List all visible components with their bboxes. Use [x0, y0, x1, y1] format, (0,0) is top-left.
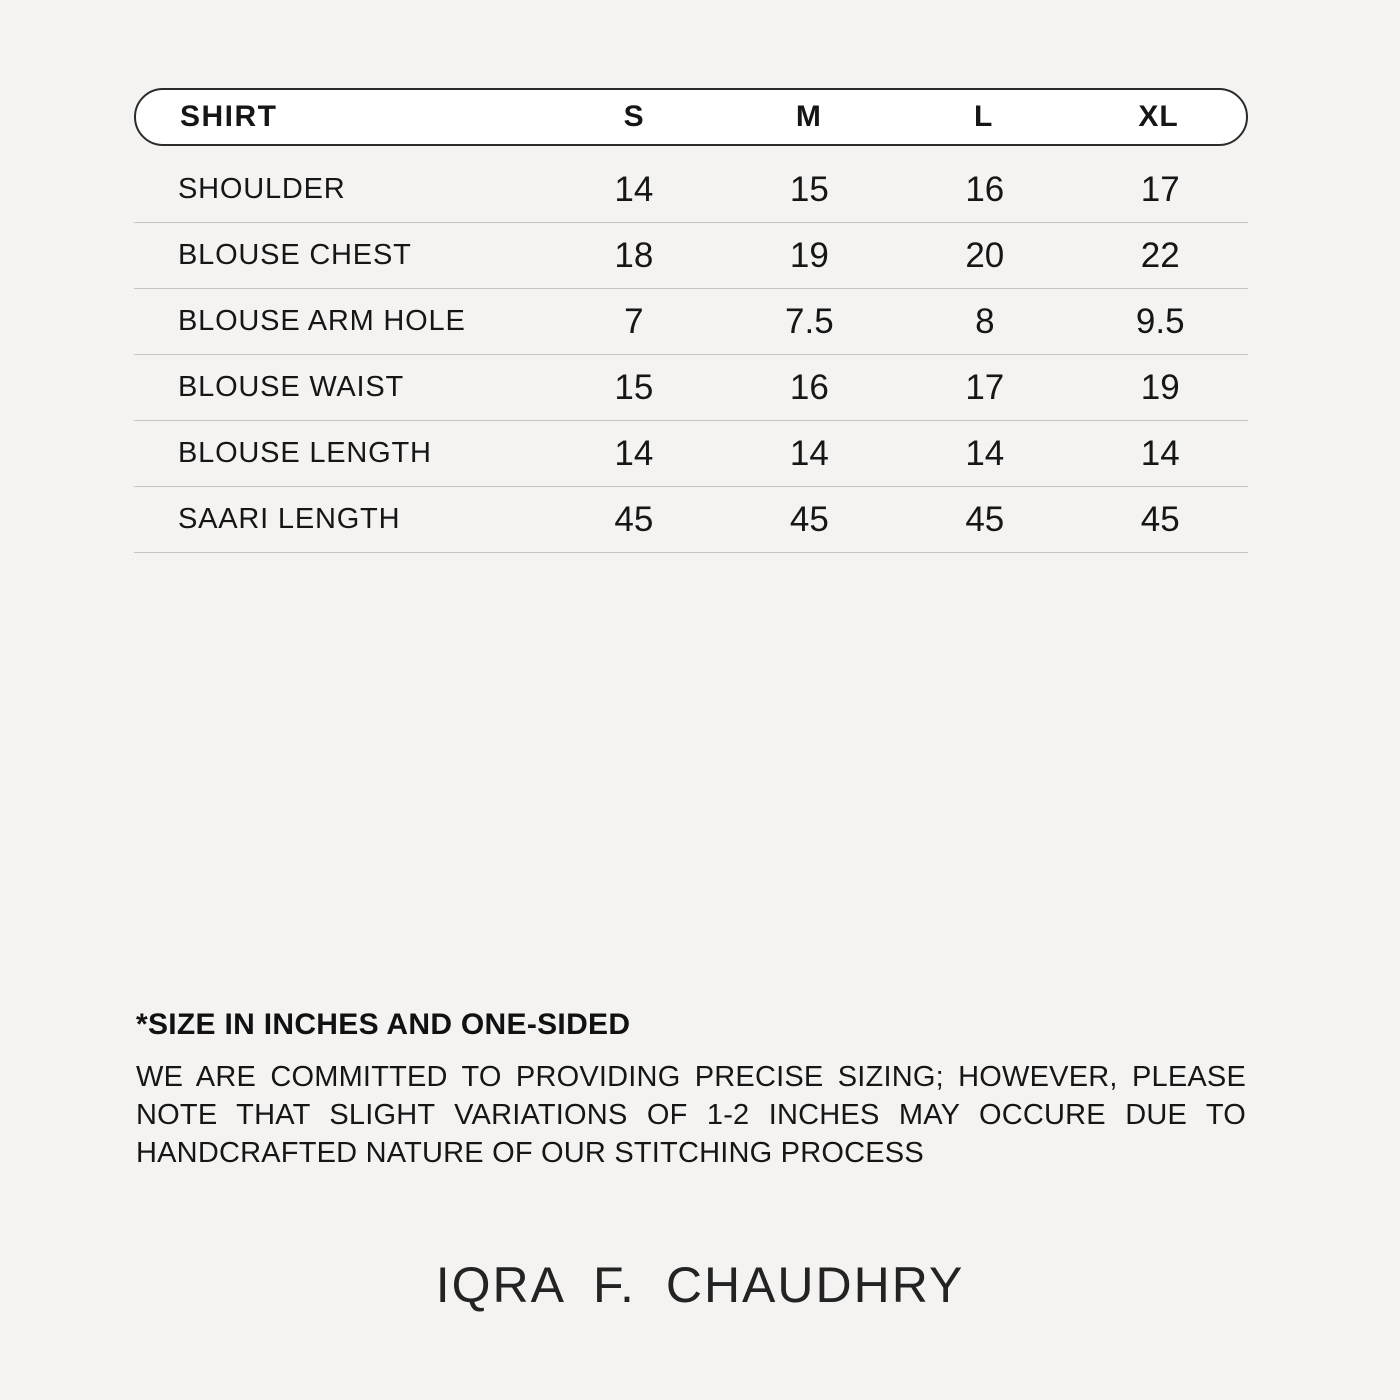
brand-logo: IQRA F. CHAUDHRY: [435, 1257, 965, 1313]
row-label: BLOUSE WAIST: [178, 371, 405, 403]
cell-value: 22: [1140, 235, 1180, 275]
sizing-notes: [136, 1008, 1246, 1172]
row-label: BLOUSE LENGTH: [178, 437, 432, 469]
table-row-blouse-length: [134, 421, 1248, 487]
cell-value: 16: [965, 169, 1005, 209]
notes-body: WE ARE COMMITTED TO PROVIDING PRECISE SIZING; HOWEVER, PLEASE NOTE THAT SLIGHT VARIATIONS OF 1-2 INCHES MAY OCCURE DUE TO HANDCRAFTED NATURE OF OUR STITCHING PROCESS: [136, 1061, 1246, 1169]
cell-value: 19: [789, 235, 829, 275]
cell-value: 15: [789, 169, 829, 209]
row-label: SHOULDER: [178, 173, 346, 205]
table-row-shoulder: [134, 157, 1248, 223]
size-chart-rows: [134, 157, 1248, 553]
cell-value: 16: [789, 367, 829, 407]
row-label: BLOUSE CHEST: [178, 239, 412, 271]
cell-value: 14: [614, 433, 654, 473]
cell-value: 45: [965, 499, 1005, 539]
cell-value: 45: [614, 499, 654, 539]
cell-value: 14: [789, 433, 829, 473]
cell-value: 19: [1140, 367, 1180, 407]
header-shirt-label: SHIRT: [180, 100, 278, 133]
table-row-saari-length: [134, 487, 1248, 553]
cell-value: 45: [1140, 499, 1180, 539]
cell-value: 7.5: [785, 301, 834, 341]
cell-value: 15: [614, 367, 654, 407]
cell-value: 14: [965, 433, 1005, 473]
table-row-blouse-arm-hole: [134, 289, 1248, 355]
cell-value: 14: [1140, 433, 1180, 473]
table-row-blouse-chest: [134, 223, 1248, 289]
cell-value: 14: [614, 169, 654, 209]
cell-value: 45: [789, 499, 829, 539]
cell-value: 8: [975, 301, 995, 341]
row-label: BLOUSE ARM HOLE: [178, 305, 466, 337]
table-row-blouse-waist: [134, 355, 1248, 421]
header-size-xl: XL: [1138, 100, 1179, 133]
header-size-m: M: [795, 100, 822, 133]
cell-value: 9.5: [1135, 301, 1185, 341]
header-size-l: L: [974, 100, 994, 133]
header-size-s: S: [623, 100, 645, 133]
size-chart-table: [134, 88, 1248, 553]
size-chart-header-row: [134, 88, 1248, 146]
cell-value: 17: [965, 367, 1005, 407]
cell-value: 17: [1140, 169, 1180, 209]
cell-value: 20: [965, 235, 1005, 275]
cell-value: 7: [624, 301, 644, 341]
notes-title: *SIZE IN INCHES AND ONE-SIDED: [136, 1008, 631, 1041]
row-label: SAARI LENGTH: [178, 503, 401, 535]
cell-value: 18: [614, 235, 654, 275]
